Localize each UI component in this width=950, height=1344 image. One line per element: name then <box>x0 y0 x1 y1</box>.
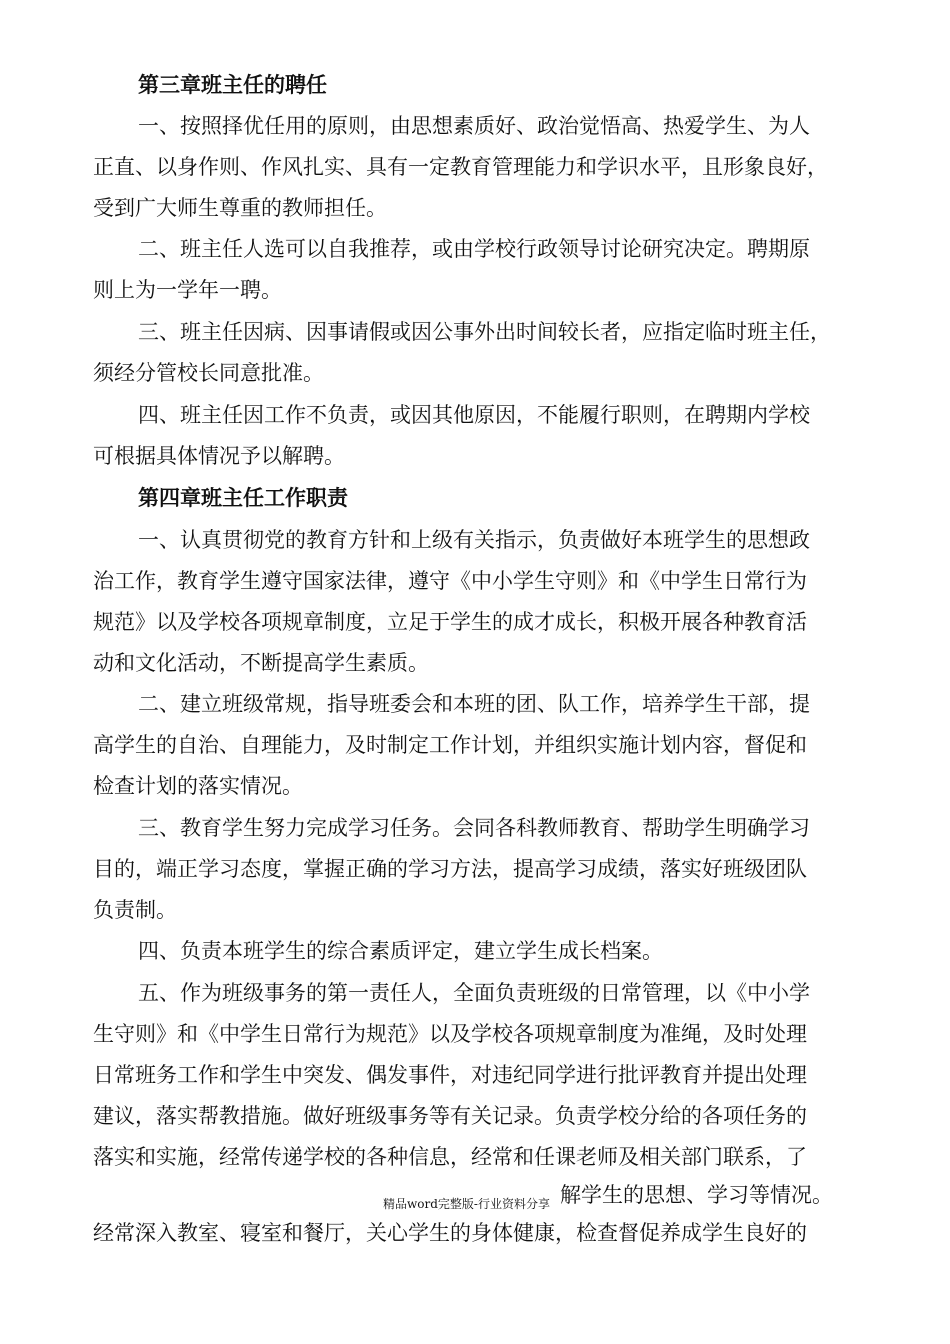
chapter3-p2-line2: 则上为一学年一聘。 <box>93 278 282 302</box>
chapter4-p5-line6: 解学生的思想、学习等情况。 <box>560 1183 833 1207</box>
chapter4-p5-line3: 日常班务工作和学生中突发、偶发事件，对违纪同学进行批评教育并提出处理 <box>93 1063 807 1087</box>
footer-watermark-label: 精品word完整版-行业资料分享 <box>383 1197 550 1211</box>
chapter4-p1-line2: 治工作，教育学生遵守国家法律，遵守《中小学生守则》和《中学生日常行为 <box>93 569 807 593</box>
chapter3-p1-line2: 正直、以身作则、作风扎实、具有一定教育管理能力和学识水平，且形象良好， <box>93 155 828 179</box>
chapter4-p1-line4: 动和文化活动，不断提高学生素质。 <box>93 651 429 675</box>
chapter4-p5-line4: 建议，落实帮教措施。做好班级事务等有关记录。负责学校分给的各项任务的 <box>93 1104 807 1128</box>
chapter3-p4-line1: 四、班主任因工作不负责，或因其他原因，不能履行职则，在聘期内学校 <box>138 403 810 427</box>
chapter3-title: 第三章班主任的聘任 <box>138 72 327 97</box>
chapter3-p1-line1: 一、按照择优任用的原则，由思想素质好、政治觉悟高、热爱学生、为人 <box>138 114 810 138</box>
chapter4-p1-line1: 一、认真贯彻党的教育方针和上级有关指示，负责做好本班学生的思想政 <box>138 528 810 552</box>
chapter3-p2-line1: 二、班主任人选可以自我推荐，或由学校行政领导讨论研究决定。聘期原 <box>138 237 810 261</box>
chapter4-p3-line3: 负责制。 <box>93 898 177 922</box>
chapter3-p3-line2: 须经分管校长同意批准。 <box>93 361 324 385</box>
chapter4-p2-line1: 二、建立班级常规，指导班委会和本班的团、队工作，培养学生干部，提 <box>138 692 810 716</box>
chapter4-p3-line1: 三、教育学生努力完成学习任务。会同各科教师教育、帮助学生明确学习 <box>138 816 810 840</box>
chapter4-p2-line3: 检查计划的落实情况。 <box>93 774 303 798</box>
chapter4-p5-line2: 生守则》和《中学生日常行为规范》以及学校各项规章制度为准绳，及时处理 <box>93 1022 807 1046</box>
chapter4-title: 第四章班主任工作职责 <box>138 485 348 510</box>
chapter4-p2-line2: 高学生的自治、自理能力，及时制定工作计划，并组织实施计划内容，督促和 <box>93 733 807 757</box>
chapter4-p4-line1: 四、负责本班学生的综合素质评定，建立学生成长档案。 <box>138 939 663 963</box>
chapter4-p5-line7: 经常深入教室、寝室和餐厅，关心学生的身体健康，检查督促养成学生良好的 <box>93 1221 807 1245</box>
chapter4-p5-line1: 五、作为班级事务的第一责任人，全面负责班级的日常管理，以《中小学 <box>138 981 810 1005</box>
chapter3-p1-line3: 受到广大师生尊重的教师担任。 <box>93 196 387 220</box>
chapter3-p3-line1: 三、班主任因病、因事请假或因公事外出时间较长者，应指定临时班主任， <box>138 320 831 344</box>
chapter4-p5-line5: 落实和实施，经常传递学校的各种信息，经常和任课老师及相关部门联系，了 <box>93 1145 807 1169</box>
chapter3-p4-line2: 可根据具体情况予以解聘。 <box>93 444 345 468</box>
chapter4-p3-line2: 目的，端正学习态度，掌握正确的学习方法，提高学习成绩，落实好班级团队 <box>93 857 807 881</box>
chapter4-p1-line3: 规范》以及学校各项规章制度，立足于学生的成才成长，积极开展各种教育活 <box>93 610 807 634</box>
